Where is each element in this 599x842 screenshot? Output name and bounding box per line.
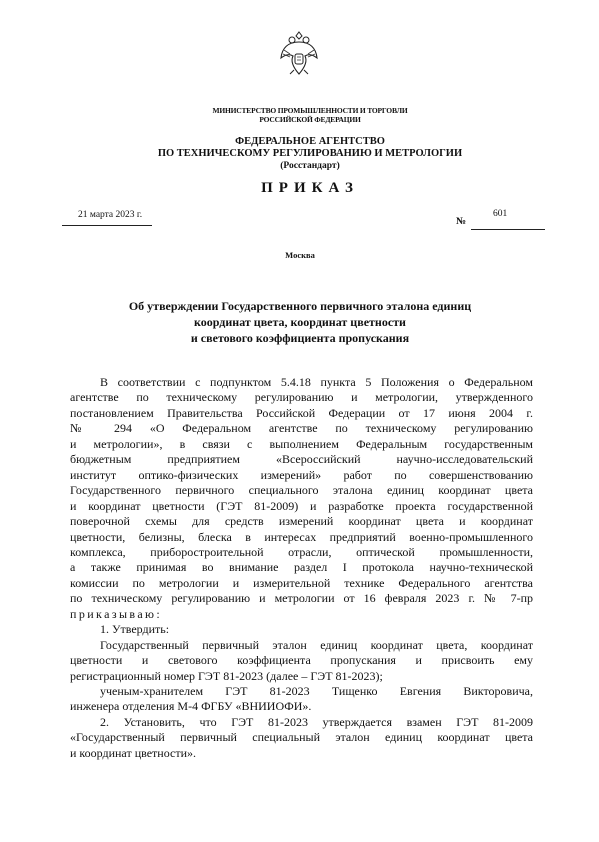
body-text-line: цветности, белизны, блеска в интересах предприятий военно-промышленного <box>70 529 533 544</box>
body-text-line: а также принимая во внимание раздел I протокола научно-технической <box>70 560 533 575</box>
body-text-line: 2. Установить, что ГЭТ 81-2023 утверждается взамен ГЭТ 81-2009 <box>100 714 533 729</box>
body-text-line: «Государственный первичный специальный эталон единиц координат цвета <box>70 730 533 745</box>
body-text-line: цветности и светового коэффициента пропускания и присвоить ему <box>70 653 533 668</box>
body-text-line: постановлением Правительства Российской Федерации от 17 июня 2004 г. <box>70 405 533 420</box>
order-title-line3: и светового коэффициента пропускания <box>190 331 410 345</box>
body-text-line: агентстве по техническому регулированию и метрологии, утвержденного <box>70 390 533 405</box>
body-text-line: инженера отделения М-4 ФГБУ «ВНИИОФИ». <box>70 699 312 714</box>
body-text-line: Государственного первичного специального эталона единиц координат цвета <box>70 483 533 498</box>
body-text-line: и координат цветности». <box>70 745 196 760</box>
order-number-sign: № <box>456 216 467 227</box>
body-text-line: приказываю: <box>70 606 163 621</box>
body-text-line: ученым-хранителем ГЭТ 81-2023 Тищенко Евгения Викторовича, <box>100 684 533 698</box>
body-text-line: и метрологии», в связи с выполнением Федеральным государственным <box>70 436 533 451</box>
order-city: Москва <box>285 250 315 260</box>
body-text-line: № 294 «О Федеральном агентстве по техническому регулированию <box>70 421 533 436</box>
document-type-heading: ПРИКАЗ <box>261 180 359 196</box>
order-date: 21 марта 2023 г. <box>78 210 143 220</box>
body-text-line: комиссии по метрологии и измерительной технике Федерального агентства <box>70 575 533 590</box>
body-text-line: Государственный первичный эталон единиц координат цвета, координат <box>100 637 533 652</box>
body-text-line: по техническому регулированию и метрологии от 16 февраля 2023 г. № 7-пр <box>70 591 533 606</box>
body-text-line: В соответствии с подпунктом 5.4.18 пункта 5 Положения о Федеральном <box>100 375 533 389</box>
date-underline <box>62 225 152 226</box>
order-number: 601 <box>493 209 508 219</box>
order-title-line2: координат цвета, координат цветности <box>194 315 406 329</box>
agency-name-line1: ФЕДЕРАЛЬНОЕ АГЕНТСТВО <box>235 136 385 147</box>
body-text-line: и координат цветности (ГЭТ 81-2009) и разработке проекта государственной <box>70 498 533 513</box>
body-text-line: комплекса, приборостроительной отрасли, оптической промышленности, <box>70 544 533 559</box>
agency-name-line2: ПО ТЕХНИЧЕСКОМУ РЕГУЛИРОВАНИЮ И МЕТРОЛОГИИ <box>157 148 463 159</box>
body-text-line: 1. Утвердить: <box>100 622 170 637</box>
ministry-name-line2: РОССИЙСКОЙ ФЕДЕРАЦИИ <box>259 115 361 124</box>
body-text-line: поверочной схемы для средств измерений координат цвета и координат <box>70 514 533 529</box>
body-text-line: институт оптико-физических измерений» работ по совершенствованию <box>70 467 533 482</box>
body-text-line: бюджетным предприятием «Всероссийский научно-исследовательский <box>70 452 533 467</box>
order-title-line1: Об утверждении Государственного первичного эталона единиц <box>128 299 472 313</box>
number-underline <box>471 229 545 230</box>
ministry-name-line1: МИНИСТЕРСТВО ПРОМЫШЛЕННОСТИ И ТОРГОВЛИ <box>212 106 408 115</box>
agency-short-name: (Росстандарт) <box>280 161 340 171</box>
russian-coat-of-arms-icon <box>278 30 320 76</box>
body-text-line: регистрационный номер ГЭТ 81-2023 (далее – ГЭТ 81-2023); <box>70 668 383 683</box>
